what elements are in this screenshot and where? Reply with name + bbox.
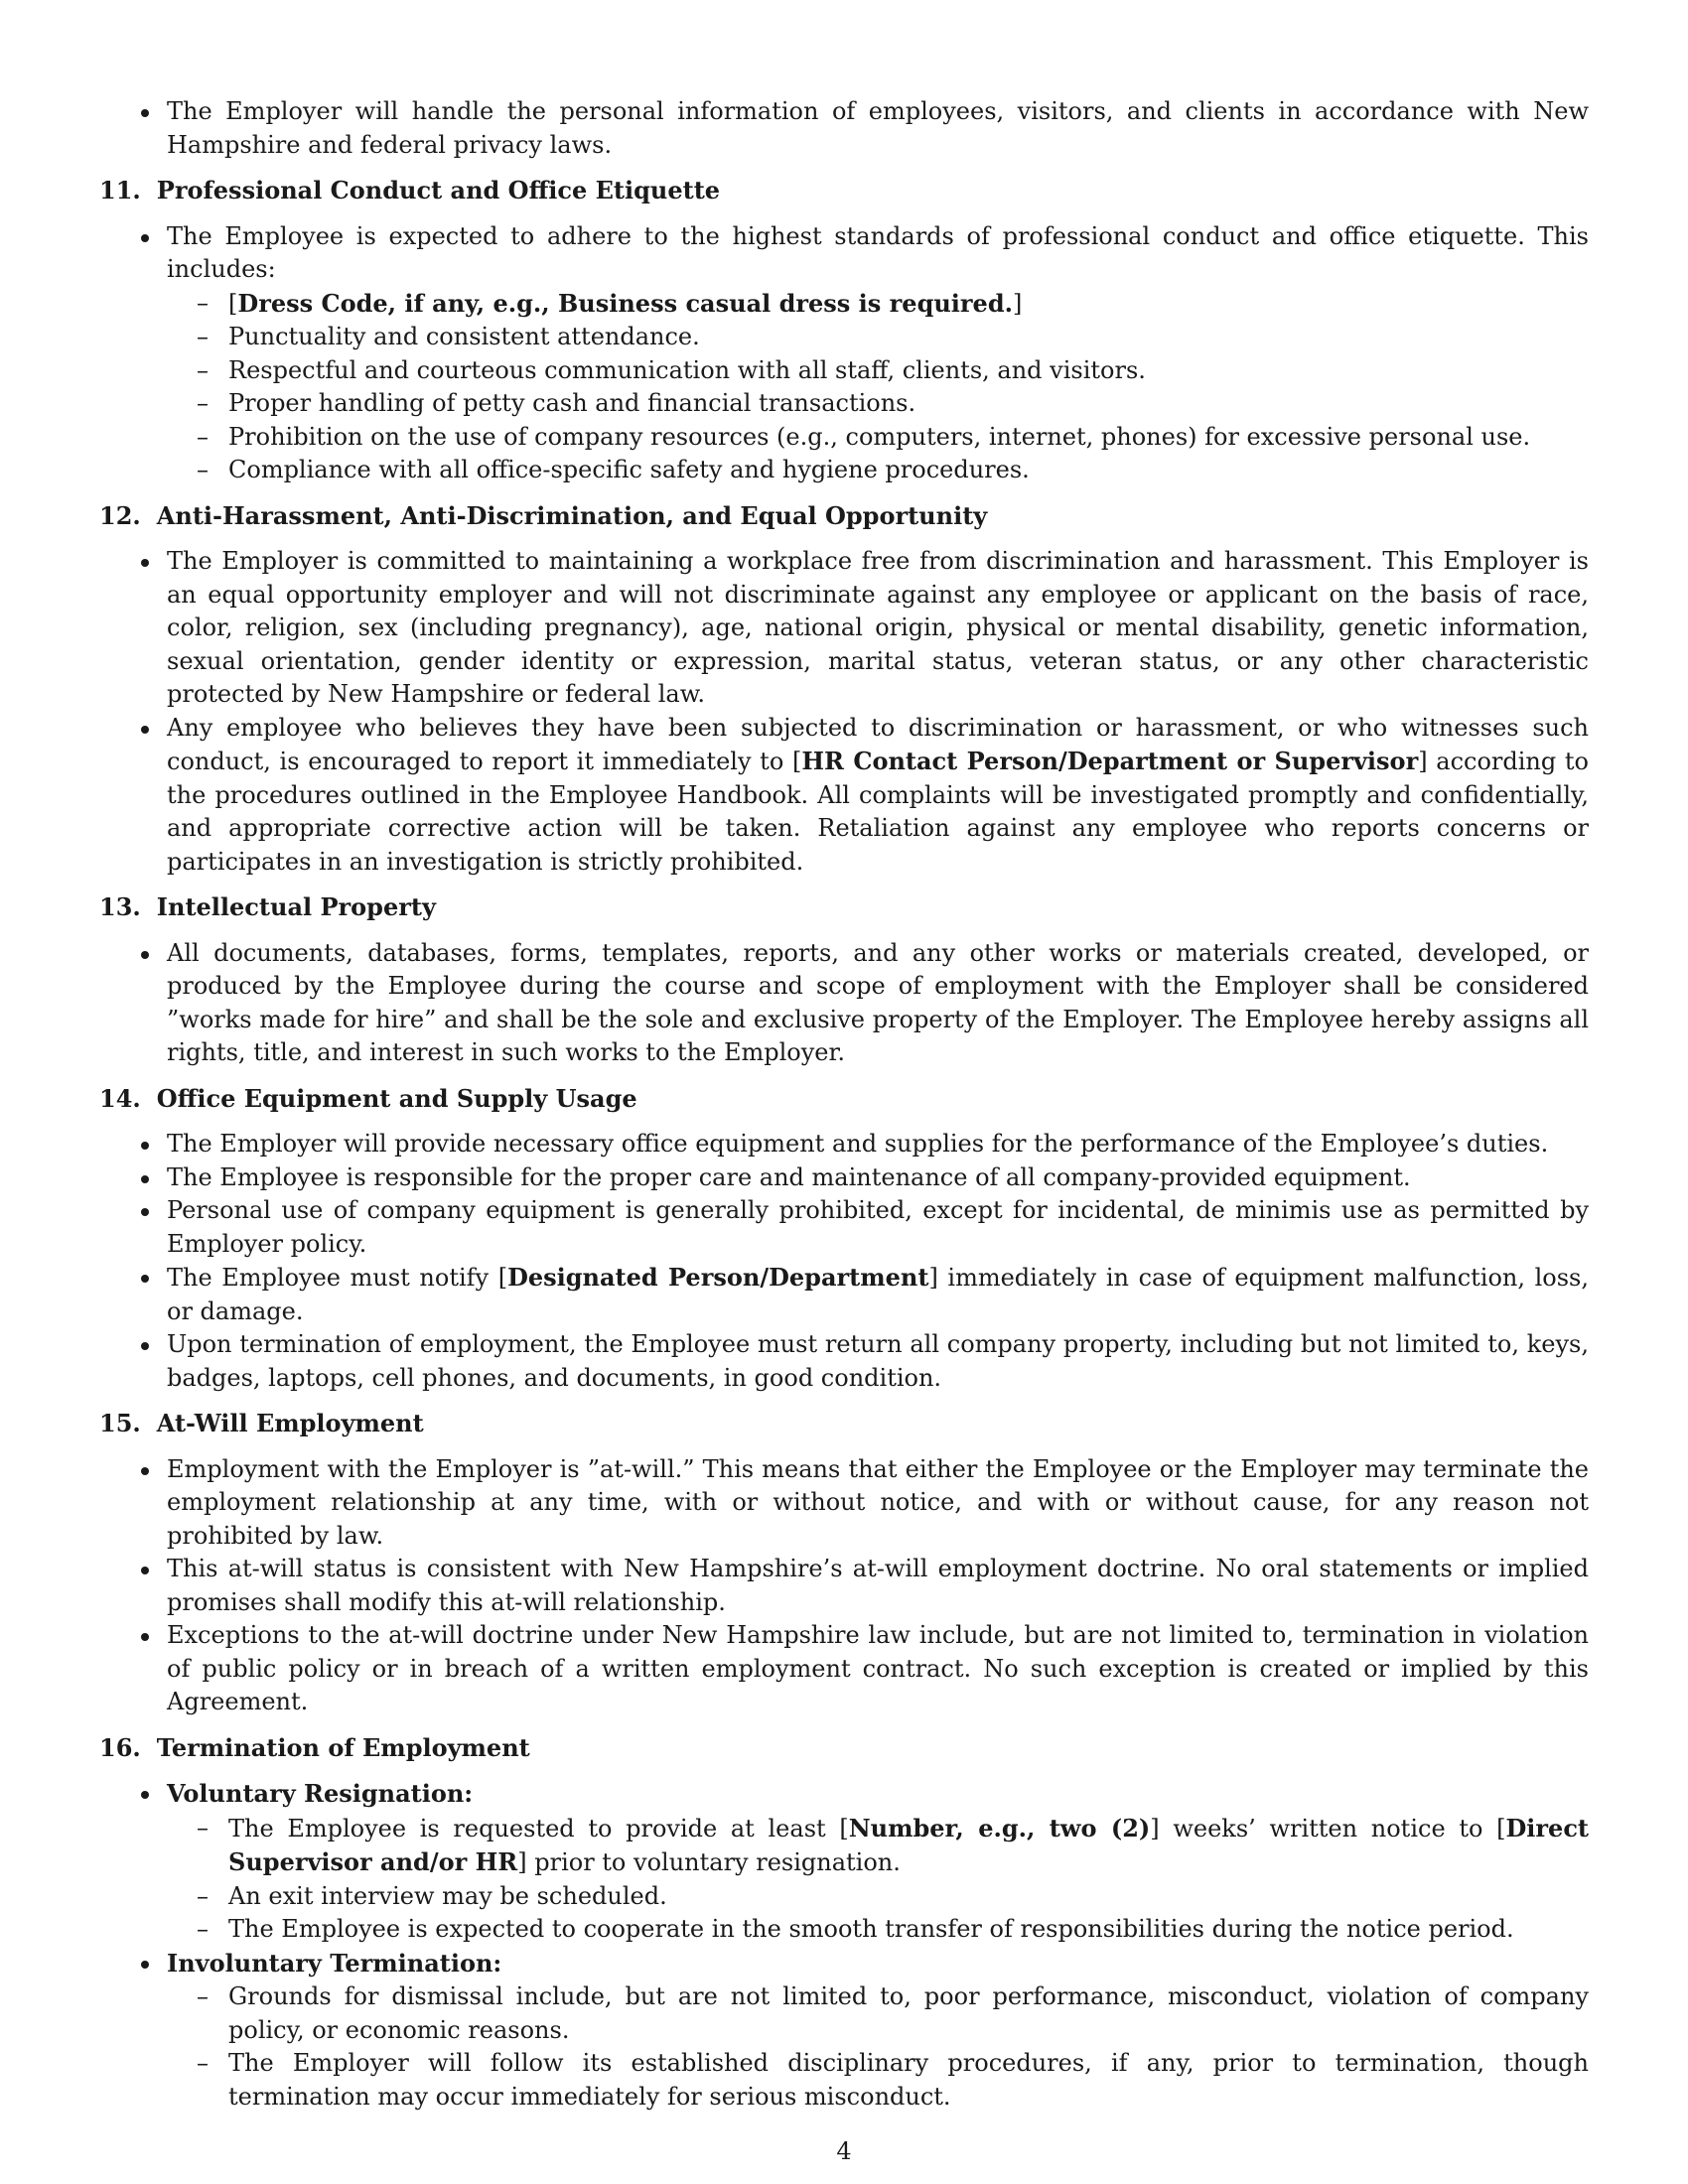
- section-number: 12.: [99, 500, 141, 530]
- bold-placeholder-text: Number, e.g., two (2): [848, 1813, 1151, 1843]
- text-run: The Employee is expected to cooperate in the smooth transfer of responsibilities during the notice period.: [228, 1915, 1514, 1943]
- section-list: [99, 937, 1589, 1070]
- section-list: [99, 1128, 1589, 1395]
- dash-item: [99, 321, 1589, 354]
- intro-bullet: The Employer will handle the personal information of employees, visitors, and clients in accordance with New Hampshire and federal privacy laws.: [99, 95, 1589, 162]
- dash-item: [99, 1880, 1589, 1914]
- bold-placeholder-text: Dress Code, if any, e.g., Business casual dress is required.: [237, 288, 1013, 318]
- bullet-item: [99, 1777, 1589, 1812]
- bullet-item: [99, 1161, 1589, 1195]
- section-title: Office Equipment and Supply Usage: [156, 1083, 637, 1113]
- text-run: ] according to the procedures outlined in the Employee Handbook. All complaints will be investigated promptly and confidentially, and appropriate corrective action will be taken. Retaliation against any employee who reports concerns or participates in an investigation is strictly prohibited.: [167, 748, 1590, 876]
- section-title: Professional Conduct and Office Etiquette: [156, 176, 721, 205]
- section-heading: [99, 1082, 1589, 1116]
- text-run: Respectful and courteous communication with all staff, clients, and visitors.: [228, 355, 1146, 384]
- bullet-item: [99, 937, 1589, 1070]
- dash-item: [99, 1913, 1589, 1947]
- text-run: All documents, databases, forms, templates, reports, and any other works or materials created, developed, or produced by the Employee during the course and scope of employment with the Employer shall be considered ”works made for hire” and shall be the sole and exclusive property of the Employer. The Employee hereby assigns all rights, title, and interest in such works to the Employer.: [167, 938, 1589, 1066]
- bullet-item: [99, 1619, 1589, 1719]
- section-list: [99, 545, 1589, 879]
- sections-container: [99, 174, 1589, 2114]
- section-title: Termination of Employment: [156, 1732, 530, 1762]
- section-number: 14.: [99, 1083, 141, 1113]
- page-number: 4: [836, 2137, 852, 2165]
- dash-item: [99, 1980, 1589, 2047]
- text-run: [: [228, 289, 238, 318]
- bullet-item: [99, 1328, 1589, 1395]
- text-run: ] immediately in case of equipment malfunction, loss, or damage.: [167, 1264, 1589, 1325]
- section-number: 16.: [99, 1732, 141, 1762]
- section-title: Intellectual Property: [156, 892, 436, 921]
- text-run: Compliance with all office-specific safety and hygiene procedures.: [228, 456, 1030, 483]
- bullet-item: [99, 1194, 1589, 1261]
- text-run: Any employee who believes they have been subjected to discrimination or harassment, or who witnesses such conduct, is encouraged to report it immediately to [: [167, 713, 1589, 775]
- text-run: Employment with the Employer is ”at-will.” This means that either the Employee or the Employer may terminate the employment relationship at any time, with or without notice, and with or without cause, for any reason not prohibited by law.: [167, 1454, 1589, 1550]
- text-run: The Employer will provide necessary office equipment and supplies for the performance of the Employee’s duties.: [167, 1130, 1549, 1158]
- bullet-item: [99, 1261, 1589, 1328]
- text-run: ] weeks’ written notice to [: [1150, 1814, 1506, 1843]
- section-heading: [99, 499, 1589, 533]
- dash-item: [99, 454, 1589, 487]
- dash-item: [99, 287, 1589, 322]
- text-run: This at-will status is consistent with New Hampshire’s at-will employment doctrine. No oral statements or implied promises shall modify this at-will relationship.: [167, 1555, 1589, 1616]
- bold-placeholder-text: Involuntary Termination:: [167, 1948, 502, 1978]
- dash-item: [99, 387, 1589, 421]
- dash-item: [99, 421, 1589, 455]
- section-heading: [99, 1731, 1589, 1765]
- bullet-item: [99, 220, 1589, 287]
- bullet-item: [99, 712, 1589, 880]
- bullet-item: [99, 1128, 1589, 1161]
- text-run: The Employee is responsible for the proper care and maintenance of all company-provided equipment.: [167, 1162, 1411, 1191]
- dash-item: [99, 354, 1589, 388]
- bold-placeholder-text: Voluntary Resignation:: [167, 1779, 474, 1808]
- text-run: The Employee must notify [: [167, 1264, 508, 1292]
- text-run: An exit interview may be scheduled.: [228, 1881, 667, 1910]
- bold-placeholder-text: Direct Supervisor and/or HR: [228, 1813, 1590, 1876]
- text-run: Exceptions to the at-will doctrine under New Hampshire law include, but are not limited to, termination in violation of public policy or in breach of a written employment contract. No such exception is created or implied by this Agreement.: [167, 1621, 1589, 1715]
- text-run: Proper handling of petty cash and financial transactions.: [228, 389, 916, 417]
- section-heading: [99, 174, 1589, 207]
- section-title: At-Will Employment: [156, 1409, 424, 1437]
- bullet-item: [99, 545, 1589, 712]
- text-run: Grounds for dismissal include, but are not limited to, poor performance, misconduct, violation of company policy, or economic reasons.: [228, 1982, 1589, 2044]
- section-number: 13.: [99, 892, 141, 921]
- text-run: ] prior to voluntary resignation.: [517, 1848, 901, 1876]
- bullet-item: [99, 1553, 1589, 1619]
- section-list: [99, 220, 1589, 487]
- bullet-item: [99, 1947, 1589, 1981]
- text-run: Punctuality and consistent attendance.: [228, 323, 700, 350]
- section-list: [99, 1453, 1589, 1719]
- section-list: [99, 1777, 1589, 2114]
- bold-placeholder-text: HR Contact Person/Department or Supervisor: [801, 747, 1419, 775]
- text-run: The Employer will follow its established disciplinary procedures, if any, prior to termination, though termination may occur immediately for serious misconduct.: [228, 2049, 1589, 2111]
- section-heading: [99, 1407, 1589, 1440]
- section-title: Anti-Harassment, Anti-Discrimination, and Equal Opportunity: [156, 500, 988, 530]
- dash-item: [99, 2047, 1589, 2114]
- text-run: Prohibition on the use of company resources (e.g., computers, internet, phones) for excessive personal use.: [228, 422, 1531, 451]
- section-number: 11.: [99, 176, 141, 205]
- text-run: The Employee is expected to adhere to the highest standards of professional conduct and office etiquette. This includes:: [167, 221, 1589, 283]
- text-run: Upon termination of employment, the Employee must return all company property, including but not limited to, keys, badges, laptops, cell phones, and documents, in good condition.: [167, 1330, 1589, 1392]
- text-run: ]: [1012, 289, 1023, 318]
- bold-placeholder-text: Designated Person/Department: [507, 1263, 929, 1292]
- section-heading: [99, 890, 1589, 924]
- document-page: [99, 95, 1589, 2114]
- text-run: The Employer is committed to maintaining a workplace free from discrimination and harassment. This Employer is an equal opportunity employer and will not discriminate against any employee or applicant on the basis of race, color, religion, sex (including pregnancy), age, national origin, physical or mental disability, genetic information, sexual orientation, gender identity or expression, marital status, veteran status, or any other characteristic protected by New Hampshire or federal law.: [167, 547, 1589, 708]
- text-run: The Employee is requested to provide at least [: [228, 1814, 849, 1843]
- dash-item: [99, 1812, 1589, 1880]
- text-run: Personal use of company equipment is generally prohibited, except for incidental, de minimis use as permitted by Employer policy.: [167, 1196, 1589, 1258]
- intro-list: [99, 95, 1589, 162]
- bullet-item: [99, 1453, 1589, 1554]
- section-number: 15.: [99, 1409, 141, 1437]
